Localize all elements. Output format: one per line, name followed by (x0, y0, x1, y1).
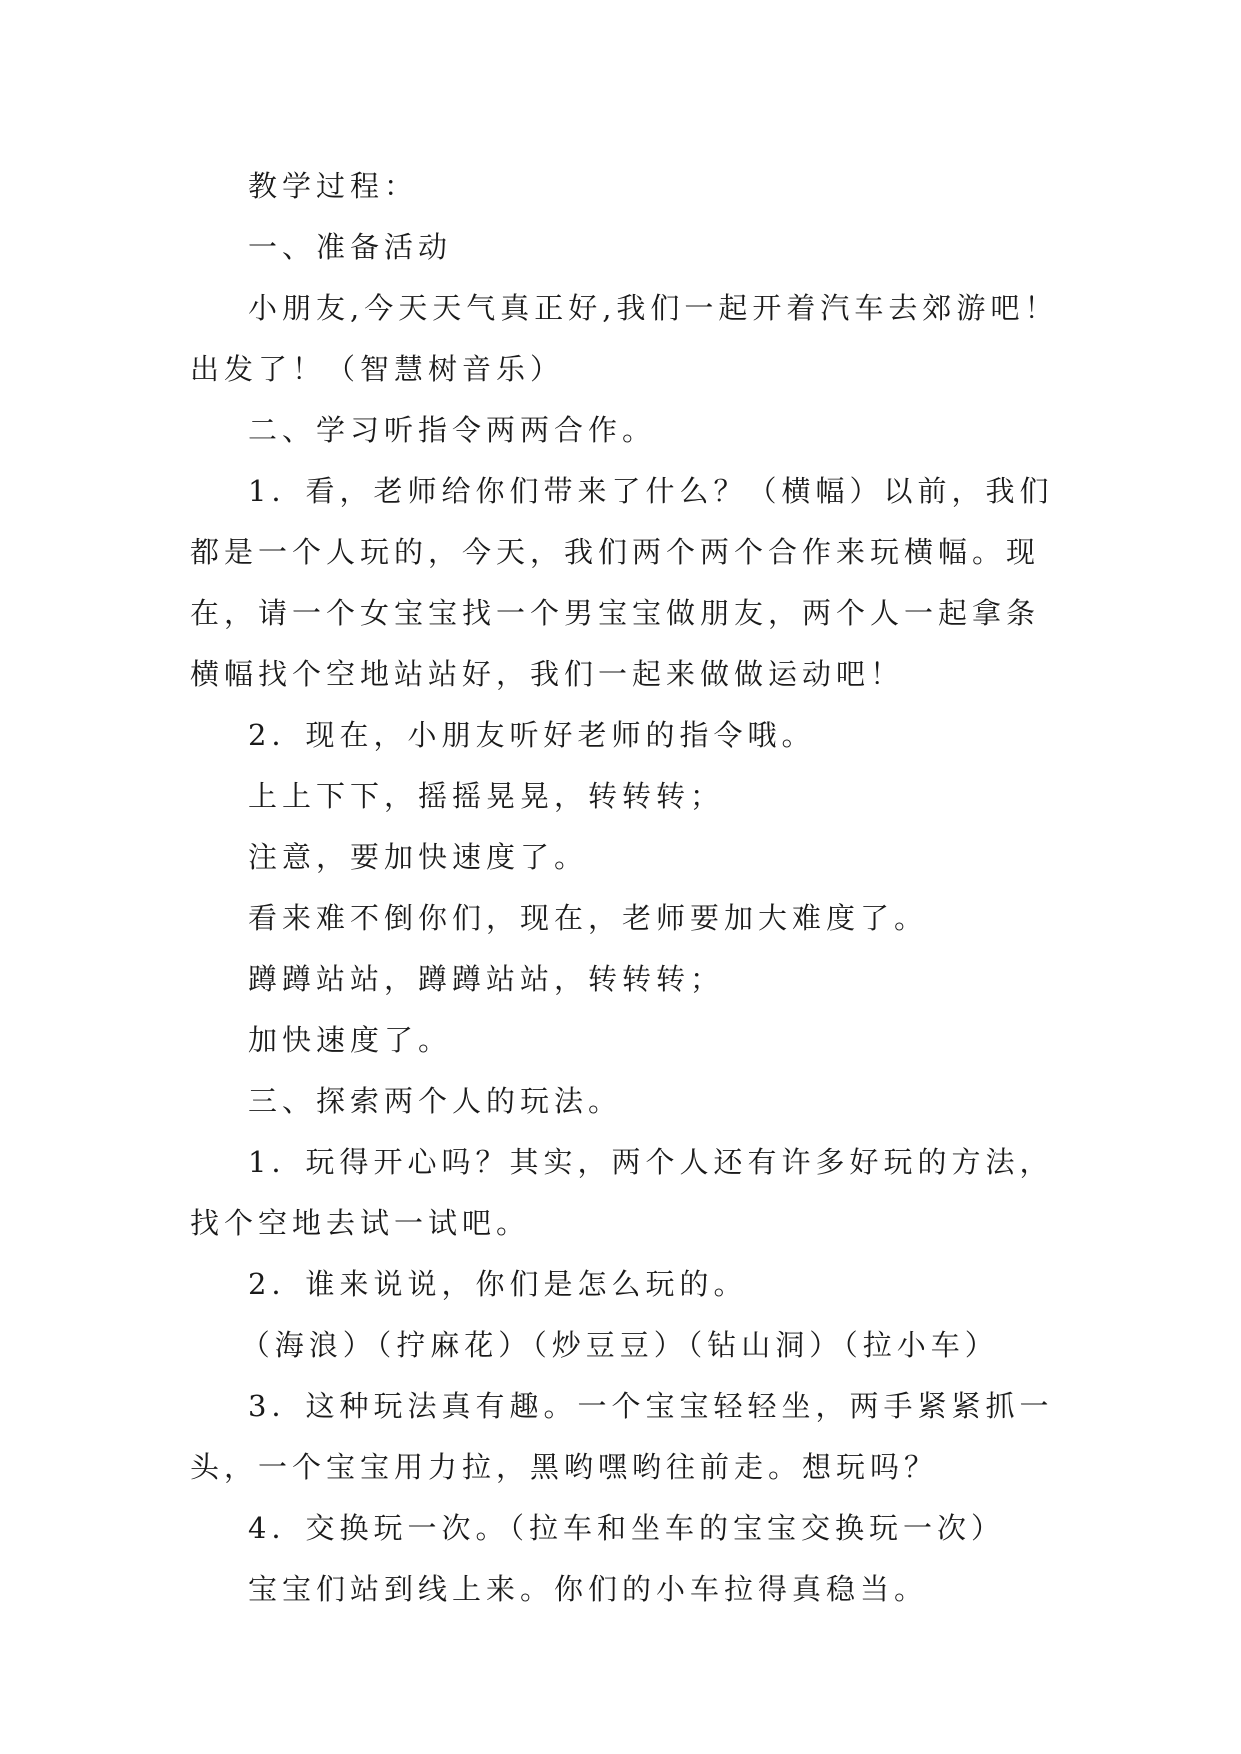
document-body (190, 156, 1070, 1620)
paragraph-game-list: （海浪）（拧麻花）（炒豆豆）（钻山洞）（拉小车） (240, 1328, 999, 1362)
paragraph-heading-process: 教学过程： (248, 169, 419, 203)
paragraph-step-3-4: 4．交换玩一次。（拉车和坐车的宝宝交换玩一次） (248, 1511, 1005, 1545)
paragraph-closing: 宝宝们站到线上来。你们的小车拉得真稳当。 (248, 1572, 929, 1606)
paragraph-section-3: 三、探索两个人的玩法。 (248, 1084, 623, 1118)
paragraph-step-3-2: 2．谁来说说，你们是怎么玩的。 (248, 1267, 748, 1301)
paragraph-step-2-2: 2．现在，小朋友听好老师的指令哦。 (248, 718, 816, 752)
paragraph-section-2: 二、学习听指令两两合作。 (248, 413, 657, 447)
paragraph-instruction-1: 上上下下，摇摇晃晃，转转转； (248, 779, 725, 813)
paragraph-section-1: 一、准备活动 (248, 230, 453, 264)
paragraph-instruction-3: 看来难不倒你们，现在，老师要加大难度了。 (248, 901, 929, 935)
paragraph-step-2-1: 1．看，老师给你们带来了什么？（横幅）以前，我们都是一个人玩的，今天，我们两个两个合作来玩横幅。现在，请一个女宝宝找一个男宝宝做朋友，两个人一起拿条横幅找个空地站站好，我们一起来做做运动吧！ (190, 474, 1054, 691)
paragraph-step-3-1: 1．玩得开心吗？其实，两个人还有许多好玩的方法，找个空地去试一试吧。 (190, 1145, 1054, 1240)
paragraph-intro: 小朋友,今天天气真正好,我们一起开着汽车去郊游吧！出发了！（智慧树音乐） (190, 291, 1059, 386)
paragraph-step-3-3: 3．这种玩法真有趣。一个宝宝轻轻坐，两手紧紧抓一头，一个宝宝用力拉，黑哟嘿哟往前走。想玩吗？ (190, 1389, 1054, 1484)
paragraph-instruction-2: 注意，要加快速度了。 (248, 840, 589, 874)
paragraph-instruction-5: 加快速度了。 (248, 1023, 453, 1057)
paragraph-instruction-4: 蹲蹲站站，蹲蹲站站，转转转； (248, 962, 725, 996)
